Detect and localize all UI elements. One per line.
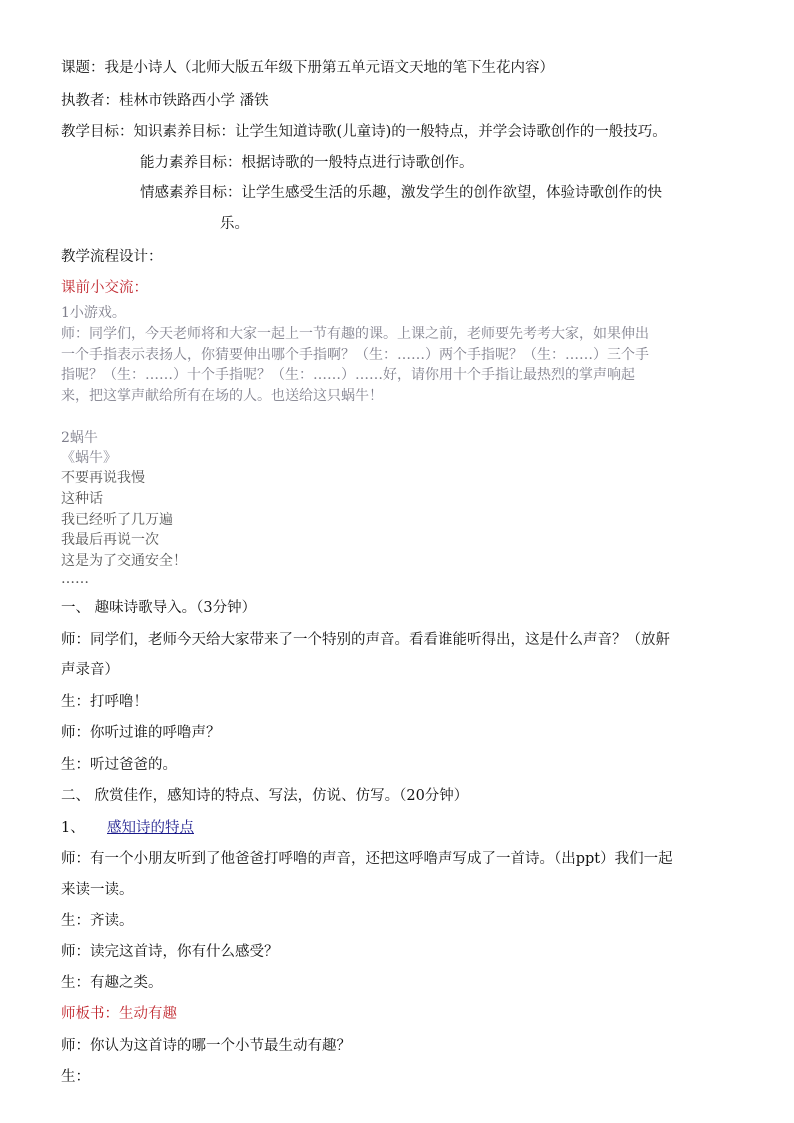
- sub-title-link: 感知诗的特点: [107, 820, 194, 836]
- snail-title: 2蜗牛: [61, 430, 98, 446]
- poem-line: 不要再说我慢: [61, 470, 145, 486]
- section1-line: 声录音）: [61, 662, 119, 678]
- poem-title: 《蜗牛》: [61, 450, 117, 466]
- goal-emotion: 情感素养目标：让学生感受生活的乐趣，激发学生的创作欲望，体验诗歌创作的快: [140, 185, 662, 201]
- teacher-line: 执教者：桂林市铁路西小学 潘铁: [61, 93, 269, 109]
- section2-line: 生：: [61, 1069, 90, 1085]
- section2-line: 师：有一个小朋友听到了他爸爸打呼噜的声音，还把这呼噜声写成了一首诗。（出ppt）我们一起: [61, 851, 673, 867]
- board-note: 师板书：生动有趣: [61, 1006, 177, 1022]
- game-text-2: 一个手指表示表扬人，你猜要伸出哪个手指啊？（生：……）两个手指呢？（生：……）三个手: [61, 347, 649, 363]
- game-text-1: 师：同学们，今天老师将和大家一起上一节有趣的课。上课之前，老师要先考考大家，如果伸出: [61, 326, 649, 342]
- flow-heading: 教学流程设计：: [61, 249, 163, 265]
- section2-line: 生：有趣之类。: [61, 975, 163, 991]
- poem-line: 这是为了交通安全！: [61, 553, 187, 569]
- game-title: 1小游戏。: [61, 305, 126, 321]
- goal-emotion-cont: 乐。: [220, 216, 249, 232]
- section2-line: 生：齐读。: [61, 913, 134, 929]
- section2-line: 师：你认为这首诗的哪一个小节最生动有趣？: [61, 1038, 351, 1054]
- section2-line: 来读一读。: [61, 882, 134, 898]
- poem-line: 我已经听了几万遍: [61, 512, 173, 528]
- pre-class-heading: 课前小交流：: [61, 280, 148, 296]
- section1-line: 师：你听过谁的呼噜声？: [61, 725, 221, 741]
- section1-line: 生：打呼噜！: [61, 694, 148, 710]
- section1-line: 师：同学们，老师今天给大家带来了一个特别的声音。看看谁能听得出，这是什么声音？（放鼾: [61, 632, 670, 648]
- section2-line: 师：读完这首诗，你有什么感受？: [61, 944, 279, 960]
- sub-number: 1、: [61, 820, 85, 836]
- poem-line: ……: [61, 571, 89, 587]
- section2-heading: 二、 欣赏佳作，感知诗的特点、写法，仿说、仿写。（20分钟）: [61, 788, 469, 804]
- poem-line: 我最后再说一次: [61, 532, 159, 548]
- game-text-4: 来，把这掌声献给所有在场的人。也送给这只蜗牛！: [61, 388, 383, 404]
- poem-line: 这种话: [61, 491, 103, 507]
- goal-ability: 能力素养目标：根据诗歌的一般特点进行诗歌创作。: [140, 155, 474, 171]
- goal-knowledge: 教学目标：知识素养目标：让学生知道诗歌(儿童诗)的一般特点，并学会诗歌创作的一般技巧。: [61, 124, 667, 140]
- section1-line: 生：听过爸爸的。: [61, 757, 177, 773]
- section1-heading: 一、 趣味诗歌导入。（3分钟）: [61, 600, 257, 616]
- lesson-title: 课题：我是小诗人（北师大版五年级下册第五单元语文天地的笔下生花内容）: [61, 60, 554, 76]
- game-text-3: 指呢？（生：……）十个手指呢？（生：……）……好，请你用十个手指让最热烈的掌声响起: [61, 367, 635, 383]
